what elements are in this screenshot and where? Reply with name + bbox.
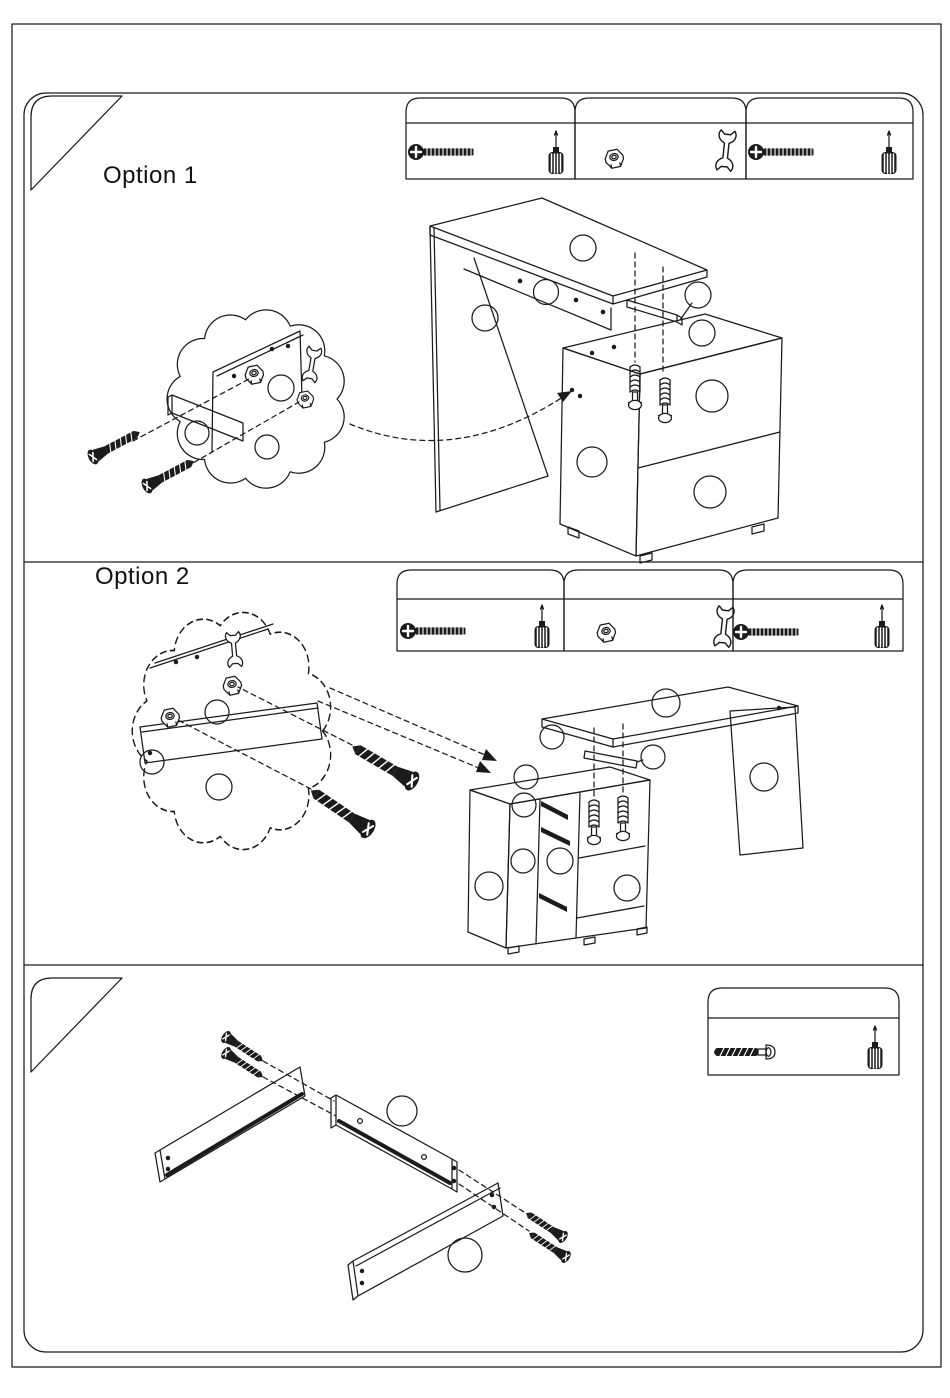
hardware-box: [708, 988, 899, 1075]
guide-arrow: [318, 688, 497, 773]
machine-screw-icon: [748, 144, 814, 160]
drawer-slide: [541, 827, 570, 846]
desk-drawing: [430, 198, 711, 512]
wrench-icon: [302, 346, 323, 383]
callout-circle: [689, 320, 715, 346]
hex-nut-icon: [244, 364, 265, 385]
callout-circle: [540, 725, 564, 749]
screwdriver-icon: [535, 605, 550, 648]
wrench-icon: [713, 606, 734, 648]
callout-circle: [387, 1096, 417, 1126]
hex-nut-icon: [296, 390, 315, 409]
final-hardware-strip: [708, 988, 899, 1075]
screwdriver-icon: [882, 131, 897, 174]
option1-diagram: [85, 198, 782, 563]
machine-screw-icon: [400, 623, 466, 639]
hardware-box: [406, 98, 575, 179]
hex-nut-icon: [160, 707, 181, 728]
machine-screw-icon: [659, 378, 672, 423]
callout-circle: [696, 380, 728, 412]
drawer-slide: [539, 893, 567, 912]
callout-circle: [205, 700, 229, 724]
callout-circle: [185, 421, 209, 445]
callout-circle: [206, 774, 232, 800]
callout-circle: [570, 235, 596, 261]
callout-circle: [641, 745, 665, 769]
page-border: [12, 24, 941, 1367]
detail-cloud: [85, 310, 344, 495]
hardware-box: [733, 570, 903, 651]
wood-screw-icon: [715, 1045, 776, 1059]
guide-arrow: [350, 391, 572, 441]
cabinet-drawing: [560, 314, 782, 563]
callout-circle: [534, 280, 559, 305]
callout-circle: [547, 848, 573, 874]
option1-hardware-strip: [406, 98, 913, 179]
option1-label: Option 1: [103, 162, 198, 189]
machine-screw-icon: [85, 425, 143, 466]
wood-screw-icon: [522, 1207, 569, 1244]
machine-screw-icon: [617, 796, 630, 841]
machine-screw-icon: [347, 738, 422, 793]
screwdriver-icon: [875, 605, 890, 648]
option2-hardware-strip: [397, 570, 903, 651]
callout-circle: [614, 875, 640, 901]
wrench-icon: [715, 130, 736, 172]
rail-panel: [331, 1095, 457, 1192]
machine-screw-icon: [733, 624, 799, 640]
detail-cloud: [132, 612, 422, 849]
hex-nut-icon: [222, 675, 243, 696]
callout-circle: [694, 476, 726, 508]
content-border: [24, 93, 923, 1352]
wrench-icon: [225, 631, 243, 667]
hardware-box: [564, 570, 735, 651]
drawer-slide: [541, 801, 568, 820]
machine-screw-icon: [588, 800, 601, 845]
callout-circle: [652, 689, 680, 717]
machine-screw-icon: [305, 782, 379, 841]
callout-circle: [512, 793, 536, 817]
corner-marker-bottom: [31, 978, 122, 1072]
hex-nut-icon: [604, 148, 625, 169]
cabinet-drawing: [468, 765, 650, 954]
callout-circle: [685, 282, 711, 308]
hex-nut-icon: [596, 622, 617, 643]
rail-panel: [348, 1183, 503, 1300]
callout-circle: [268, 375, 294, 401]
final-step-diagram: [155, 1029, 573, 1300]
callout-circle: [448, 1238, 482, 1272]
guide-line: [263, 1061, 336, 1116]
guide-line: [459, 1170, 529, 1231]
machine-screw-icon: [408, 144, 474, 160]
callout-circle: [514, 765, 538, 789]
callout-circle: [511, 849, 535, 873]
hardware-box: [575, 98, 746, 179]
hardware-box: [746, 98, 913, 179]
option2-diagram: [132, 612, 803, 954]
hardware-box: [397, 570, 564, 651]
callout-circle: [475, 872, 503, 900]
rail-panel: [155, 1067, 305, 1182]
option2-label: Option 2: [95, 563, 190, 590]
callout-circle: [255, 435, 279, 459]
machine-screw-icon: [139, 454, 197, 495]
callout-circle: [750, 763, 778, 791]
screwdriver-icon: [868, 1026, 883, 1069]
screwdriver-icon: [549, 131, 564, 174]
callout-circle: [577, 447, 607, 477]
